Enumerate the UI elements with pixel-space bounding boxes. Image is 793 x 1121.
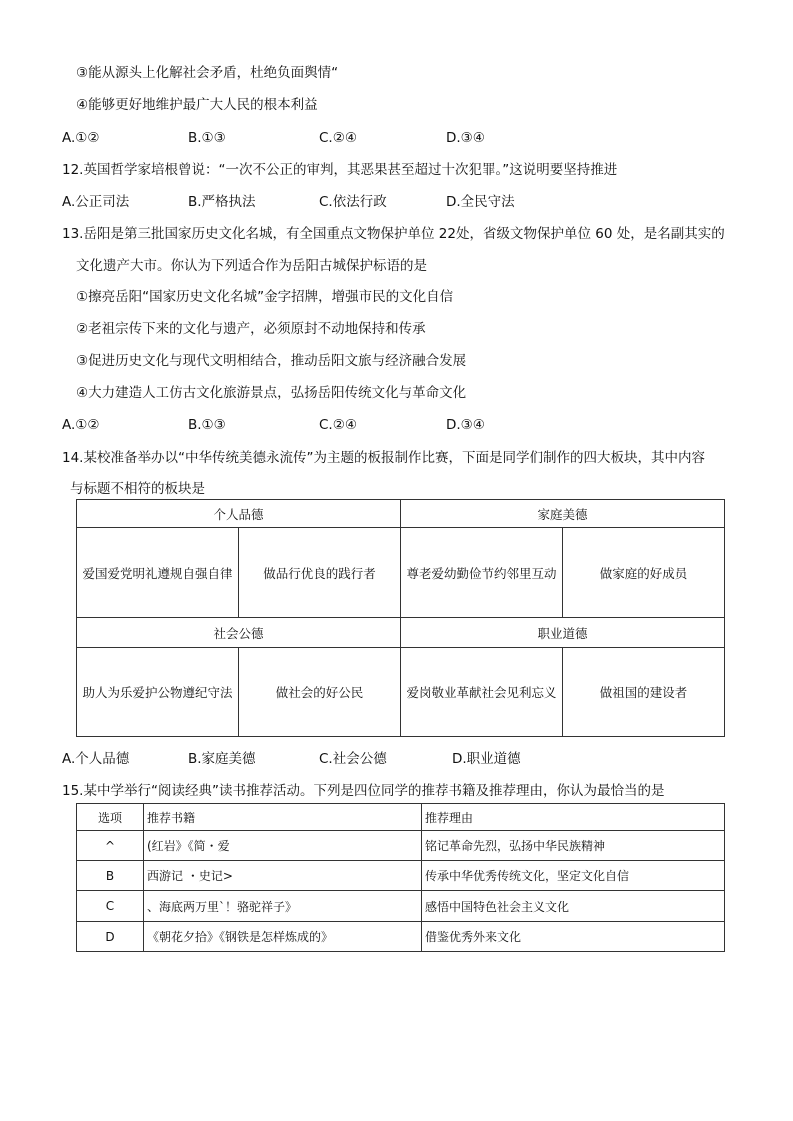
q11-option-a: A.①② — [62, 130, 100, 146]
q13-option-c: C.②④ — [319, 417, 357, 433]
q13-item-3: ③促进历史文化与现代文明相结合，推动岳阳文旅与经济融合发展 — [76, 353, 467, 369]
q15-row-c-reason: 感悟中国特色社会主义文化 — [422, 891, 725, 922]
q15-row-a-label: ^ — [77, 831, 144, 861]
q12-option-d: D.全民守法 — [446, 194, 515, 210]
q11-item-3: ③能从源头上化解社会矛盾，杜绝负面舆情“ — [76, 65, 339, 81]
q14-header-social: 社会公德 — [77, 618, 401, 648]
q14-option-b: B.家庭美德 — [188, 751, 256, 767]
q15-row-c-books: 、海底两万里`！骆驼祥子》 — [144, 891, 422, 922]
q13-item-4: ④大力建造人工仿古文化旅游景点，弘扬岳阳传统文化与革命文化 — [76, 385, 467, 401]
q15-header-books: 推荐书籍 — [144, 804, 422, 831]
q15-row-b-reason: 传承中华优秀传统文化，坚定文化自信 — [422, 861, 725, 891]
q13-option-a: A.①② — [62, 417, 100, 433]
q11-option-d: D.③④ — [446, 130, 485, 146]
q14-cell: 助人为乐爱护公物遵纪守法 — [77, 648, 239, 737]
q13-stem-line-2: 文化遗产大市。你认为下列适合作为岳阳古城保护标语的是 — [76, 258, 427, 274]
q14-cell: 爱国爱党明礼遵规自强自律 — [77, 528, 239, 618]
q15-row-d-reason: 借鉴优秀外来文化 — [422, 922, 725, 952]
q15-row-a-reason: 铭记革命先烈，弘扬中华民族精神 — [422, 831, 725, 861]
q12-option-a: A.公正司法 — [62, 194, 130, 210]
q15-row-a-books: (红岩》《简・爱 — [144, 831, 422, 861]
q13-option-b: B.①③ — [188, 417, 226, 433]
q14-option-a: A.个人品德 — [62, 751, 130, 767]
q14-header-personal: 个人品德 — [77, 500, 401, 528]
q14-cell: 尊老爱幼勤俭节约邻里互动 — [401, 528, 563, 618]
q11-option-b: B.①③ — [188, 130, 226, 146]
q15-stem: 15.某中学举行“阅读经典”读书推荐活动。下列是四位同学的推荐书籍及推荐理由，你认为最恰当的是 — [62, 783, 665, 799]
q12-option-b: B.严格执法 — [188, 194, 256, 210]
q15-header-reason: 推荐理由 — [422, 804, 725, 831]
q12-option-c: C.依法行政 — [319, 194, 387, 210]
q14-cell: 做社会的好公民 — [239, 648, 401, 737]
q14-header-professional: 职业道德 — [401, 618, 725, 648]
q15-row-b-books: 西游记 ・史记> — [144, 861, 422, 891]
q14-cell: 爱岗敬业革献社会见利忘义 — [401, 648, 563, 737]
q13-item-2: ②老祖宗传下来的文化与遗产，必须原封不动地保持和传承 — [76, 321, 426, 337]
q15-row-d-label: D — [77, 922, 144, 952]
q14-stem-line-2: 与标题不相符的板块是 — [70, 481, 205, 497]
q13-option-d: D.③④ — [446, 417, 485, 433]
q15-header-option: 选项 — [77, 804, 144, 831]
q13-stem-line-1: 13.岳阳是第三批国家历史文化名城，有全国重点文物保护单位 22处，省级文物保护单位 60 处，是名副其实的 — [62, 226, 725, 242]
q11-item-4: ④能够更好地维护最广大人民的根本利益 — [76, 97, 318, 113]
q12-stem: 12.英国哲学家培根曾说：“一次不公正的审判，其恶果甚至超过十次犯罪。”这说明要坚持推进 — [62, 162, 618, 178]
q14-cell: 做品行优良的践行者 — [239, 528, 401, 618]
q14-cell: 做家庭的好成员 — [563, 528, 725, 618]
q13-item-1: ①擦亮岳阳“国家历史文化名城”金字招牌，增强市民的文化自信 — [76, 289, 454, 305]
q15-row-d-books: 《朝花夕拾》《钢铁是怎样炼成的》 — [144, 922, 422, 952]
q14-table — [76, 499, 725, 737]
q15-row-b-label: B — [77, 861, 144, 891]
q15-table — [76, 803, 725, 952]
q14-header-family: 家庭美德 — [401, 500, 725, 528]
q15-row-c-label: C — [77, 891, 144, 922]
q11-option-c: C.②④ — [319, 130, 357, 146]
q14-option-d: D.职业道德 — [452, 751, 521, 767]
q14-option-c: C.社会公德 — [319, 751, 387, 767]
q14-stem-line-1: 14.某校准备举办以“中华传统美德永流传”为主题的板报制作比赛，下面是同学们制作的四大板块，其中内容 — [62, 450, 705, 466]
q14-cell: 做祖国的建设者 — [563, 648, 725, 737]
